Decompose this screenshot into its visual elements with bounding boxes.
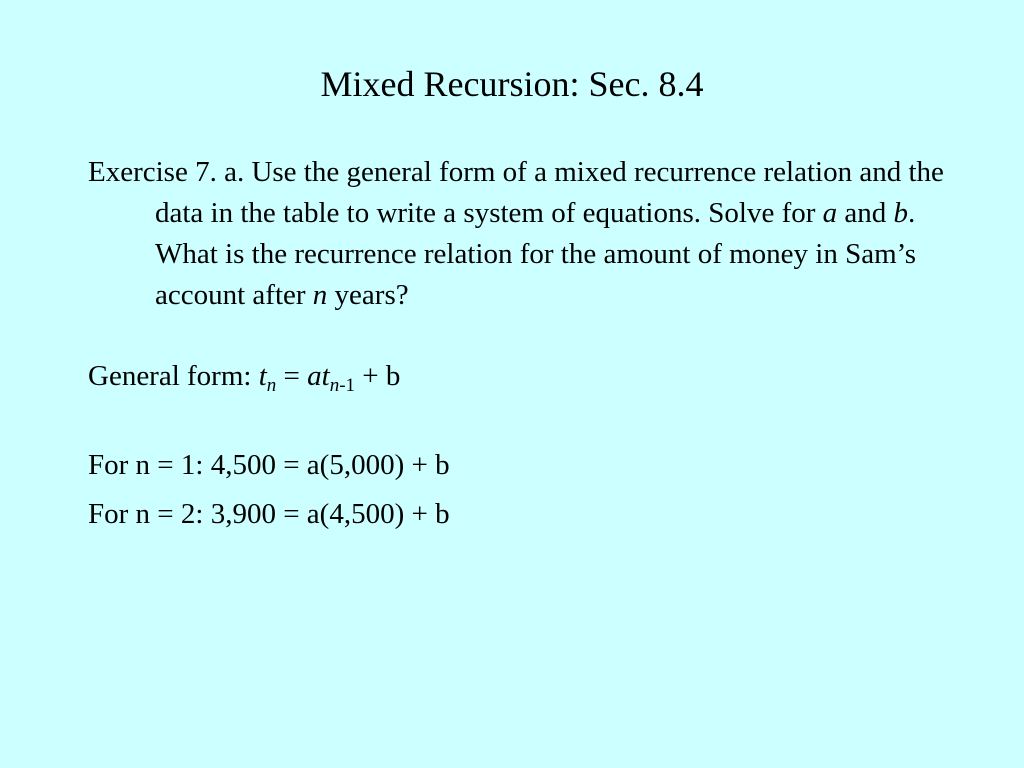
general-form-sub-n-index: n <box>329 375 340 396</box>
general-form-equals: = <box>276 360 308 392</box>
general-form-sub-minus-one: -1 <box>339 375 356 396</box>
general-form-line <box>88 356 948 397</box>
slide-title: Mixed Recursion: Sec. 8.4 <box>320 64 704 104</box>
variable-b: b <box>893 197 909 229</box>
equation-line-2: For n = 2: 3,900 = a(4,500) + b <box>88 498 450 530</box>
variable-n: n <box>312 279 328 311</box>
slide-body <box>88 152 948 535</box>
general-form-sub-n: n <box>266 375 277 396</box>
exercise-paragraph <box>88 152 948 316</box>
general-form-plus-b: + b <box>355 360 401 392</box>
exercise-text-part3: years? <box>327 279 409 311</box>
exercise-text-and: and <box>837 197 894 229</box>
exercise-text-part2: . What is the recurrence relation for the amount of money in Sam’s account after <box>155 197 916 311</box>
general-form-t: t <box>258 360 267 392</box>
exercise-text-part1: Exercise 7. a. Use the general form of a mixed recurrence relation and the data in the table to write a system of equations. Solve for <box>88 156 944 229</box>
equation-line-1: For n = 1: 4,500 = a(5,000) + b <box>88 449 450 481</box>
general-form-label: General form: <box>88 360 259 392</box>
variable-a: a <box>822 197 838 229</box>
general-form-at: at <box>307 360 330 392</box>
